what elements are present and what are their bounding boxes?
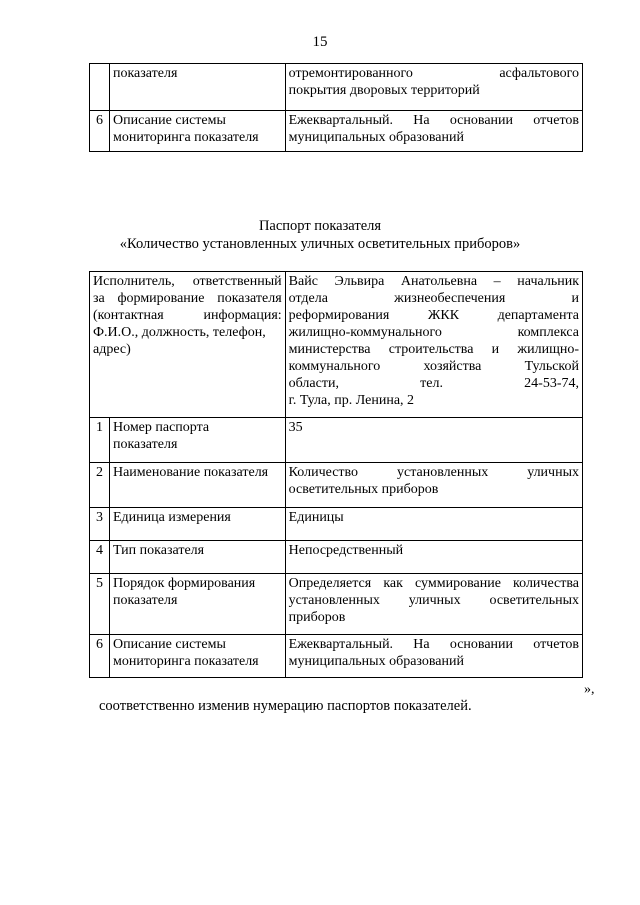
table-row	[90, 463, 583, 508]
cell-text-line: Количество установленных уличных	[288, 465, 579, 480]
cell-text-line: Вайс Эльвира Анатольевна – начальник	[288, 274, 579, 289]
indicator-value-cell	[285, 64, 582, 111]
cell-text-line: Описание системы	[112, 113, 226, 128]
cell-text-line: покрытия дворовых территорий	[288, 83, 480, 98]
cell-text-line: Ф.И.О., должность, телефон,	[93, 325, 266, 340]
passport-title-line2: «Количество установленных уличных осветительных приборов»	[119, 236, 521, 252]
cell-text-line: Ежеквартальный. На основании отчетов	[288, 113, 579, 128]
indicator-value-cell	[285, 418, 582, 463]
cell-text-line: установленных уличных осветительных	[288, 593, 579, 608]
cell-text-line: муниципальных образований	[288, 130, 464, 145]
cell-text-line: Ежеквартальный. На основании отчетов	[288, 637, 579, 652]
responsible-label-cell	[90, 272, 286, 418]
cell-text-line: 35	[288, 420, 303, 435]
cell-text-line: реформирования ЖКК департамента	[288, 308, 579, 323]
footer-text: соответственно изменив нумерацию паспортов показателей.	[99, 698, 472, 714]
cell-text-line: Наименование показателя	[112, 465, 269, 480]
indicator-name-cell	[109, 463, 285, 508]
passport-title	[0, 217, 640, 253]
cell-text-line: Порядок формирования	[112, 576, 256, 591]
closing-quote: »,	[584, 682, 595, 697]
passport-title-line1: Паспорт показателя	[258, 218, 382, 234]
row-number-cell: 5	[90, 574, 110, 635]
cell-text-line: Единицы	[288, 510, 344, 525]
table-row	[90, 64, 583, 111]
table-row	[90, 508, 583, 541]
cell-text-line: показателя	[112, 437, 178, 452]
cell-text-line: министерства строительства и жилищно-	[288, 342, 579, 357]
indicator-value-cell	[285, 574, 582, 635]
indicator-passport-table	[89, 271, 583, 678]
indicator-name-cell	[109, 64, 285, 111]
cell-text-line: приборов	[288, 610, 346, 625]
table-row	[90, 541, 583, 574]
row-number-cell: 3	[90, 508, 110, 541]
indicator-value-cell	[285, 508, 582, 541]
cell-text-line: показателя	[112, 66, 178, 81]
row-number-cell: 6	[90, 111, 110, 152]
cell-text-line: адрес)	[93, 342, 131, 357]
cell-text-line: коммунального хозяйства Тульской	[288, 359, 579, 374]
indicator-name-cell	[109, 635, 285, 678]
cell-text-line: отдела жизнеобеспечения и	[288, 291, 579, 306]
cell-text-line: отремонтированного асфальтового	[288, 66, 579, 81]
indicator-name-cell	[109, 418, 285, 463]
cell-text-line: мониторинга показателя	[112, 654, 259, 669]
table-row	[90, 635, 583, 678]
row-number-cell: 6	[90, 635, 110, 678]
indicator-name-cell	[109, 508, 285, 541]
page-number: 15	[312, 34, 328, 50]
responsible-value-cell	[285, 272, 582, 418]
cell-text-line: показателя	[112, 593, 178, 608]
indicator-value-cell	[285, 635, 582, 678]
cell-text-line: за формирование показателя	[93, 291, 282, 306]
table-row	[90, 111, 583, 152]
row-number-cell	[90, 64, 110, 111]
cell-text-line: Определяется как суммирование количества	[288, 576, 579, 591]
cell-text-line: жилищно-коммунального комплекса	[288, 325, 579, 340]
table-row	[90, 574, 583, 635]
row-number-cell: 4	[90, 541, 110, 574]
indicator-value-cell	[285, 541, 582, 574]
table-row-responsible	[90, 272, 583, 418]
indicator-value-cell	[285, 463, 582, 508]
row-number-cell: 1	[90, 418, 110, 463]
indicator-name-cell	[109, 541, 285, 574]
cell-text-line: Тип показателя	[112, 543, 205, 558]
cell-text-line: муниципальных образований	[288, 654, 464, 669]
cell-text-line: Единица измерения	[112, 510, 231, 525]
table-row	[90, 418, 583, 463]
cell-text-line: г. Тула, пр. Ленина, 2	[288, 393, 415, 408]
indicator-value-cell	[285, 111, 582, 152]
cell-text-line: области, тел. 24-53-74,	[288, 376, 579, 391]
cell-text-line: Непосредственный	[288, 543, 404, 558]
cell-text-line: Исполнитель, ответственный	[93, 274, 282, 289]
cell-text-line: (контактная информация:	[93, 308, 282, 323]
indicator-name-cell	[109, 574, 285, 635]
cell-text-line: мониторинга показателя	[112, 130, 259, 145]
row-number-cell: 2	[90, 463, 110, 508]
cell-text-line: Номер паспорта	[112, 420, 210, 435]
cell-text-line: осветительных приборов	[288, 482, 439, 497]
cell-text-line: Описание системы	[112, 637, 226, 652]
top-passport-table-fragment	[89, 63, 583, 152]
indicator-name-cell	[109, 111, 285, 152]
